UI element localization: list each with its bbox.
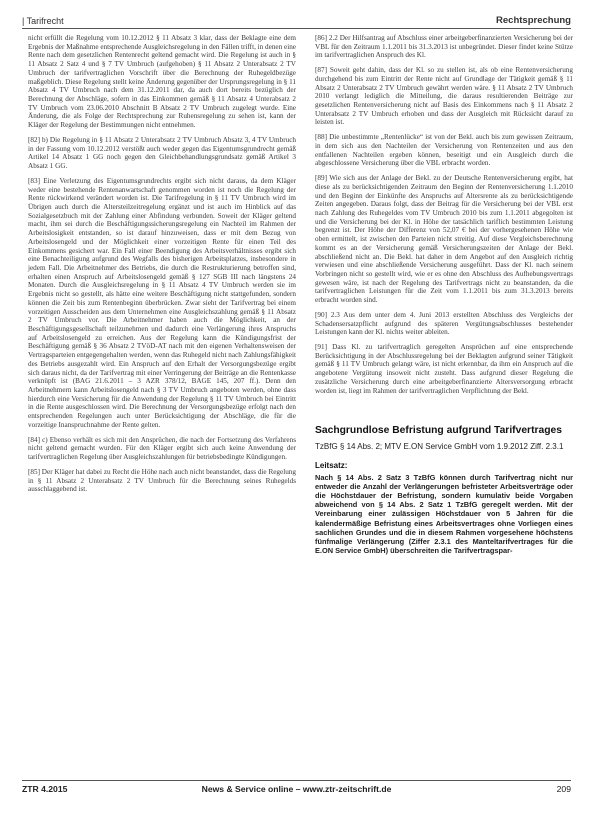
paragraph: [83] Eine Verletzung des Eigentumsgrundrechts ergibt sich nicht daraus, da dem Kläger weder eine bestehende Rentenanwartschaft genommen worden ist noch die Regelung der Rente rückwirkend verändert worden ist. Die Tarifregelung in § 11 TV Umbruch wird im Übrigen auch durch die Altersteilzeitregelung ergänzt und ist auch im Hinblick auf das Sozialgesetzbuch mit der Zahlung einer Abfindung verbunden. Soweit der Kläger geltend macht, ihm sei durch die Beschäftigungssicherungsregelung ein Nachteil im Rahmen der Arbeitslosigkeit entstanden, so ist darauf hinzuweisen, dass er mit dem Bezug von Arbeitslosengeld und der Möglichkeit einer vorzeitigen Rente für einen Teil des Einkommens gesichert war. Ein Fall einer Beendigung des Arbeitsverhältnisses ergibt sich eine Benachteiligung aufgrund des Wegfalls des bisherigen Arbeitsplatzes, insbesondere in jedem Fall. Die Arbeitnehmer des Betriebs, die durch die Restrukturierung betroffen sind, erhalten einen Anspruch auf Arbeitslosengeld gemäß § 127 SGB III nach längstens 24 Monaten. Durch die Ausgleichsregelung in § 11 Absatz 4 TV Umbruch werden sie im Ergebnis nicht so gestellt, als hätte eine weitere Beschäftigung nicht stattgefunden, sondern können die Zeit bis zum Rentenbeginn überbrücken. Zwar sieht der Tarifvertrag bei einem vorzeitigen Ausscheiden aus dem Unternehmen eine Ausgleichszahlung gemäß § 11 Absatz 2 TV Umbruch vor. Die Arbeitnehmer haben auch die Möglichkeit, an der Beschäftigungsgesellschaft teilzunehmen und dadurch eine Verlängerung ihres Anspruchs auf Arbeitslosengeld zu erreichen. Aus der Regelung kann die Kündigungsfrist der Beschäftigung gemäß § 36 Absatz 2 TVöD-AT nach mit den eigenen Verhaltensweisen der Vertragsparteien entgegengehalten werden, wenn das Ruhegeld nicht nach Zahlungsfähigkeit des Betriebs ausgezahlt wird. Ein Anspruch auf den Erhalt der Versorgungsbezüge ergibt sich daraus nicht, da der Tarifvertrag mit einer Verringerung der Beiträge an die Rentenkasse verknüpft ist (BAG 21.6.2011 – 3 AZR 378/12, BAGE 145, 207 ff.). Denn den Arbeitnehmern kann Arbeitslosengeld nach § 3 TV Umbruch angeboten werden, ohne dass hierdurch eine Versicherung für die Anwendung der Regelung § 11 TV Umbruch bei Eintritt in die Rente ausgeschlossen wird. Die Berechnung der Versorgungsbezüge erfolgt nach den entsprechenden Regelungen auch unter Berücksichtigung der Abschläge, die für die vorzeitige Inanspruchnahme der Rente gelten. — [28, 176, 296, 429]
paragraph: [91] Dass Kl. zu tarifvertraglich geregelten Ansprüchen auf eine entsprechende Berücksichtigung in der Abschlussregelung bei der Beklagten aufgrund seiner Tätigkeit gemäß § 11 TV Umbruch gelangt wäre, ist nicht erkennbar, da ihm ein Anspruch auf die angebotene Vergütung insoweit nicht zusteht. Dass aufgrund dieser Regelung die zusätzliche Versicherung durch eine arbeitgeberfinanzierte Altersversorgung erbracht worden ist, liegt im Rahmen der tarifvertraglichen Verpflichtung der Bekl. — [315, 343, 573, 395]
paragraph: [84] c) Ebenso verhält es sich mit den Ansprüchen, die nach der Fortsetzung des Verfahrens nicht geltend gemacht wurden. Für den Kläger ergibt sich auch keine Anwendung der tarifvertraglichen Regelung über Ausgleichszahlungen für betriebsbedingte Kündigungen. — [28, 435, 296, 462]
section-title: Sachgrundlose Befristung aufgrund Tarifvertrages — [315, 425, 562, 437]
legal-reference: TzBfG § 14 Abs. 2; MTV E.ON Service GmbH vom 1.9.2012 Ziff. 2.3.1 — [315, 442, 564, 452]
paragraph: [90] 2.3 Aus dem unter dem 4. Juni 2013 erstellten Abschluss des Vergleichs der Schadensersatzpflicht aufgrund des späteren Vergütungsabschlusses bestehender Leistungen kann der Kl. nichts weiter ableiten. — [315, 310, 573, 337]
lead-text: Nach § 14 Abs. 2 Satz 3 TzBfG können durch Tarifvertrag nicht nur entweder die Anzahl der Verlängerungen befristeter Arbeitsverträge oder die Höchstdauer der Befristung, sondern kumulativ beide Vorgaben abweichend von § 14 Abs. 2 Satz 1 TzBfG geregelt werden. Mit der Vereinbarung einer zulässigen Höchstdauer von 5 Jahren für die kalendermäßige Befristung eines Arbeitsvertrages ohne Vorliegen eines sachlichen Grundes und die in diesem Rahmen vorgesehene höchstens fünfmalige Verlängerung (Ziffer 2.3.1 des Manteltarifvertrages für die E.ON Service GmbH) überschreiten die Tarifvertragspar- — [315, 473, 573, 555]
lead-label: Leitsatz: — [315, 461, 348, 471]
section-gap — [315, 401, 573, 425]
paragraph: [86] 2.2 Der Hilfsantrag auf Abschluss einer arbeitgeberfinanzierten Versicherung bei der VBL für den Zeitraum 1.1.2011 bis 31.3.2013 ist unbegründet. Dieser findet keine Stütze im tarifvertraglichen Anspruch des Kl. — [315, 34, 573, 60]
page-footer — [22, 784, 571, 796]
footer-rule — [22, 780, 571, 781]
paragraph: [82] b) Die Regelung in § 11 Absatz 2 Unterabsatz 2 TV Umbruch Absatz 3, 4 TV Umbruch in der Fassung vom 10.12.2012 verstößt auch weder gegen das Eigentumsgrundrecht gemäß Artikel 14 Absatz 1 GG noch gegen den Gleichbehandlungsgrundsatz gemäß Artikel 3 Absatz 1 GG. — [28, 135, 296, 171]
paragraph: [89] Wie sich aus der Anlage der Bekl. zu der Deutsche Rentenversicherung ergibt, hat diese als zu berücksichtigenden Zeitraum den Beginn der Rentenversicherung 1.1.2010 und den Beginn der Einkünfte des Anspruchs auf Altersrente als zu berücksichtigende Zeiten angegeben. Daraus folgt, dass der Beitrag für die Versicherung bei der VBL erst nach Zahlung des Ruhegeldes vom TV Umbruch 2010 bis zum 1.1.2011 abgegolten ist und die Versicherung bei der Kl. in Höhe der tatsächlich tariflich bestimmten Leistung begrenzt ist. Der Höhe der Differenz von 52,07 € bei der vorhergesehenen Höhe wie oben ermittelt, ist zwischen den Parteien nicht streitig. Auf diese Vergleichsberechnung kommt es an der Versicherung gemäß Versicherungszeiten der Anlage der Bekl. abschließend nicht an. Die Bekl. hat daher in dem Angebot auf den Ausgleich richtig verwiesen und eine abschließende Versicherung ausgeführt. Dass der Kl. nach seinem Vorbringen nicht so gestellt wird, wie er es ohne den Abschluss des Aufhebungsvertrags gewesen wäre, ist nach der Regelung des Tarifvertrags nicht zu beanstanden, da die tarifvertraglichen Leistungen für die Zeit vom 1.1.2011 bis zum 31.3.2013 bereits erbracht worden sind. — [315, 174, 573, 305]
section-tag: | Tarifrecht — [22, 16, 64, 26]
header-rule — [22, 28, 571, 29]
paragraph: [85] Der Kläger hat dabei zu Recht die Höhe nach auch nicht beanstandet, dass die Regelung in § 11 Absatz 2 Unterabsatz 2 TV Umbruch für die Berechnung seines Ruhegelds ausschlaggebend ist. — [28, 467, 296, 494]
paragraph: nicht erfüllt die Regelung vom 10.12.2012 § 11 Absatz 3 klar, dass der Beklagte eine dem Ergebnis der Maßnahme entsprechende Ausgleichsregelung in den Fällen trifft, in denen eine Rente nach dem gesetzlichen Rentenrecht geltend gemacht wird. Die Regelung ist auch in § 11 Absatz 2 Satz 4 und § 7 TV Umbruch (aufgehoben) § 11 Absatz 2 Unterabsatz 2 TV Umbruch der tarifvertraglichen Vorschrift über die Berechnung der Ruhegeldbezüge maßgeblich. Diese Regelung stellt keine Änderung gegenüber der Ursprungsregelung in § 11 Absatz 4 TV Umbruch nach dem 31.12.2011 dar, da auch dort bereits bezüglich der Berechnung der Abschläge, sofern in das Einkommen gemäß § 11 Absatz 4 Unterabsatz 2 TV Umbruch vom 23.06.2010 Abschnitt B Absatz 2 TV Umbruch zugelegt wurde. Eine Änderung, die als Folge der Rechtsprechung zur Ruhensregelung zu sehen ist, kann der Kläger der Regelung der Bestimmungen nicht entnehmen. — [28, 34, 296, 130]
right-column — [315, 34, 573, 561]
paragraph: [87] Soweit geht dahin, dass der Kl. so zu stellen ist, als ob eine Rentenversicherung durchgehend bis zum Eintritt der Rente nicht auf Grundlage der Tätigkeit gemäß § 11 Absatz 2 Unterabsatz 2 TV Umbruch gewährt werden wäre. § 11 Absatz 2 TV Umbruch 2010 verlangt lediglich die Mitteilung, die daraus resultierenden Beiträge zur gesetzlichen Rentenversicherung nicht auf Basis des Einkommens nach § 11 Absatz 2 Unterabsatz 2 TV Umbruch erhoben und dass der Ausgleich mit Rücksicht darauf zu leisten ist. — [315, 66, 573, 127]
page-number: 209 — [556, 784, 571, 794]
site-url: News & Service online – www.ztr-zeitschrift.de — [201, 784, 392, 794]
paragraph: [88] Die unbestimmte „Rentenlücke“ ist von der Bekl. auch bis zum gewissen Zeitraum, in dem sich aus den Nachteilen der Versicherung von Rentenzeiten und aus den entfallenen Nachteilen ergeben können, beseitigt und ein Ausgleich durch die abgeschlossene Versicherung über die VBL erbracht worden. — [315, 133, 573, 168]
left-column — [28, 34, 296, 500]
category-label: Rechtsprechung — [496, 15, 571, 26]
journal-issue: ZTR 4.2015 — [22, 784, 68, 794]
page-header — [22, 10, 571, 26]
